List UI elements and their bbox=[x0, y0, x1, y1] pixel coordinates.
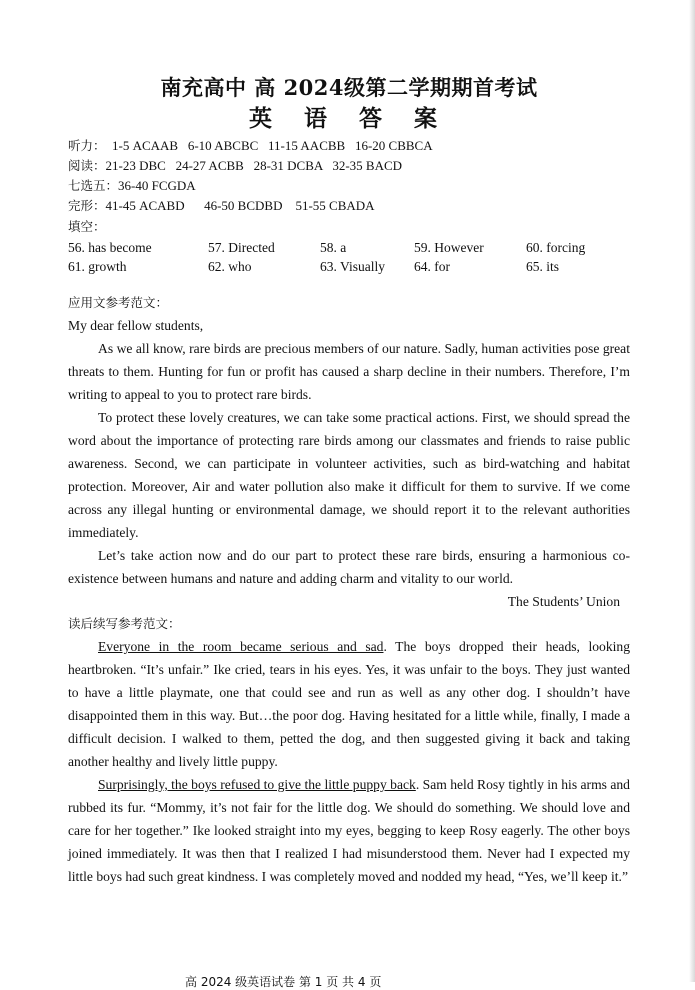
writing-paragraph: As we all know, rare birds are precious members of our nature. Sadly, human activities pose great threats to them. Hunting for fun or profit has caused a sharp decline in their numbers. Therefore, I’m writing to appeal to you to protect rare birds. bbox=[68, 341, 630, 402]
answer-line-listening bbox=[68, 136, 630, 156]
underlined-opening-sentence: Everyone in the room became serious and sad bbox=[98, 639, 384, 654]
exam-title: 南充高中 高 2024级第二学期期首考试 bbox=[160, 75, 538, 100]
answer-text: 41-45 ACABD 46-50 BCDBD 51-55 CBADA bbox=[105, 198, 375, 213]
answer-text: 21-23 DBC 24-27 ACBB 28-31 DCBA 32-35 BACD bbox=[105, 158, 403, 173]
fill-item: 64. for bbox=[414, 259, 450, 274]
writing-heading: 应用文参考范文： bbox=[68, 295, 169, 310]
paragraph-body: . The boys dropped their heads, looking heartbroken. “It’s unfair.” Ike cried, tears in his eyes. Yes, it was unfair to the boys. They just wanted to have a little playmate, one that could see and run as well as any other dog. I shouldn’t have disappointed them in this way. But…the poor dog. Having hesitated for a little while, finally, I made a difficult decision. I walked to them, petted the dog, and then suggested giving it back and taking another healthy and lively little puppy. bbox=[68, 639, 631, 769]
section-label: 听力： bbox=[68, 138, 106, 153]
answer-line-reading bbox=[68, 156, 630, 176]
signature: The Students’ Union bbox=[507, 594, 620, 609]
salutation: My dear fellow students, bbox=[68, 318, 204, 333]
fill-item: 61. growth bbox=[68, 259, 127, 274]
fill-item: 62. who bbox=[208, 259, 252, 274]
paragraph-body: . Sam held Rosy tightly in his arms and rubbed its fur. “Mommy, it’s not fair for the little dog. We should do something. We should love and care for her together.” Ike looked straight into my eyes, begging to keep Rosy eagerly. The other boys joined immediately. It was then that I realized I had misunderstood them. Never had I expected my little boys had such great kindness. I was completely moved and nodded my head, “Yes, we’ll keep it.” bbox=[68, 777, 630, 884]
underlined-opening-sentence: Surprisingly, the boys refused to give the little puppy back bbox=[98, 777, 416, 792]
section-label: 阅读： bbox=[68, 158, 106, 173]
writing-paragraph: Let’s take action now and do our part to protect these rare birds, ensuring a harmonious co-existence between humans and nature and adding charm and vitality to our world. bbox=[68, 548, 630, 586]
fill-item: 57. Directed bbox=[208, 240, 275, 255]
fill-item: 65. its bbox=[526, 259, 560, 274]
continuation-heading: 读后续写参考范文： bbox=[68, 616, 181, 631]
fill-item: 58. a bbox=[320, 240, 347, 255]
fill-item: 63. Visually bbox=[320, 259, 385, 274]
fill-item: 56. has become bbox=[68, 240, 152, 255]
page-footer: 高 2024 级英语试卷 第 1 页 共 4 页 bbox=[185, 975, 382, 989]
fill-blank-label: 填空： bbox=[68, 219, 106, 234]
answer-sheet-page bbox=[68, 74, 631, 989]
answer-line-seven-choose-five bbox=[68, 176, 630, 196]
fill-item: 60. forcing bbox=[526, 240, 586, 255]
continuation-paragraph bbox=[68, 773, 630, 888]
fill-item: 59. However bbox=[414, 240, 484, 255]
continuation-paragraph bbox=[68, 635, 630, 773]
fill-blank-answers bbox=[68, 238, 630, 276]
section-label: 完形： bbox=[68, 198, 106, 213]
answer-title: 英 语 答 案 bbox=[248, 105, 450, 132]
answer-text: 36-40 FCGDA bbox=[118, 178, 196, 193]
page-edge-shadow bbox=[689, 0, 695, 982]
answer-line-cloze bbox=[68, 196, 630, 216]
answer-text: 1-5 ACAAB 6-10 ABCBC 11-15 AACBB 16-20 CBBCA bbox=[105, 138, 433, 153]
section-label: 七选五： bbox=[68, 178, 119, 193]
writing-paragraph: To protect these lovely creatures, we can take some practical actions. First, we should spread the word about the importance of protecting rare birds among our classmates and friends to raise public awareness. Second, we can participate in volunteer activities, such as bird-watching and habitat protection. Moreover, Air and water pollution also make it difficult for them to survive. If we come across any illegal hunting or environmental damage, we should report it to the relevant authorities immediately. bbox=[68, 410, 630, 540]
